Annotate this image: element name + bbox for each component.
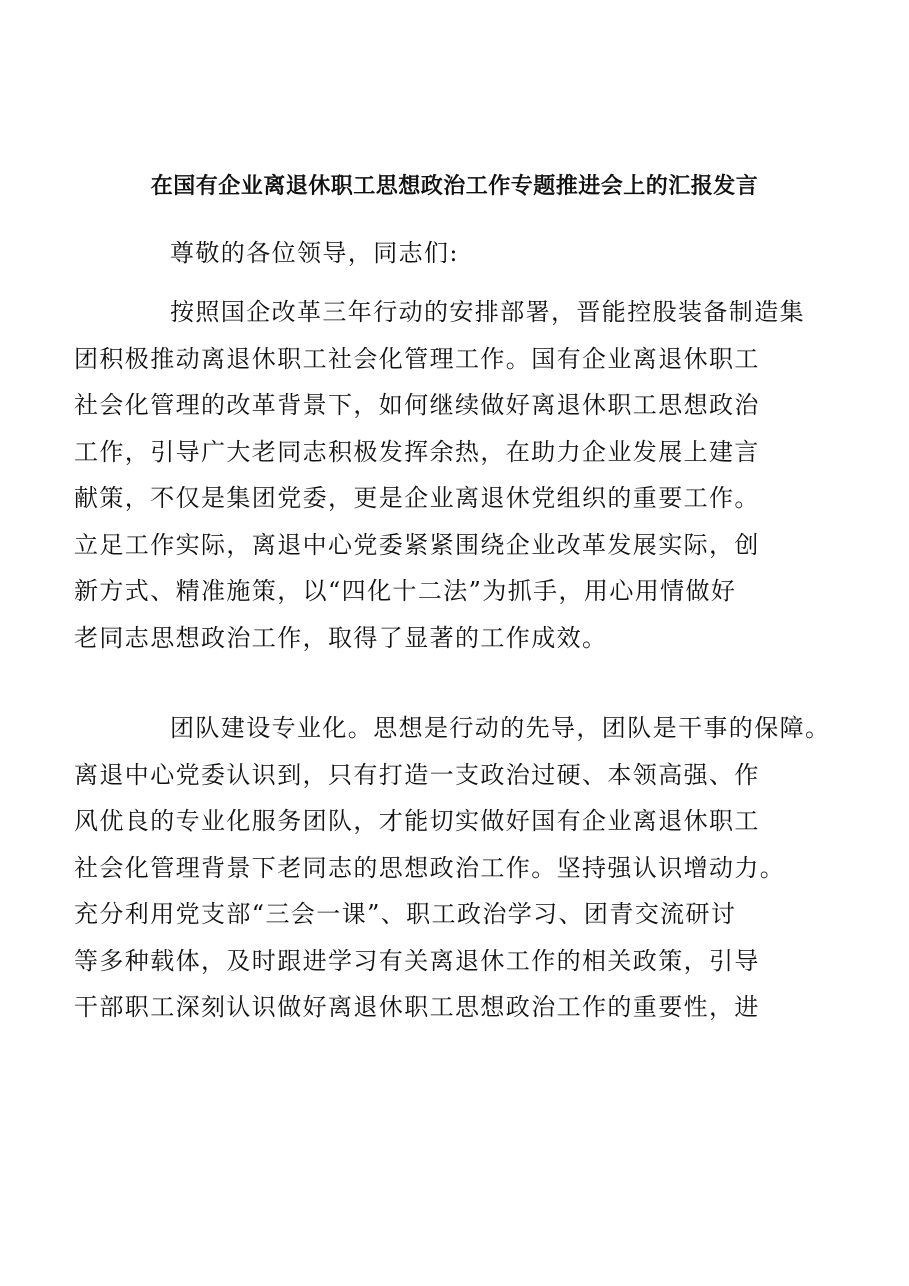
greeting-line: 尊敬的各位领导，同志们: (170, 239, 459, 267)
paragraph-1-line-4: 工作，引导广大老同志积极发挥余热，在助力企业发展上建言 (74, 437, 760, 466)
paragraph-1-line-2: 团积极推动离退休职工社会化管理工作。国有企业离退休职工 (74, 344, 760, 373)
paragraph-2-line-7: 干部职工深刻认识做好离退休职工思想政治工作的重要性，进 (74, 993, 760, 1021)
paragraph-1-line-3: 社会化管理的改革背景下，如何继续做好离退休职工思想政治 (74, 391, 760, 419)
document-title: 在国有企业离退休职工思想政治工作专题推进会上的汇报发言 (150, 173, 759, 199)
paragraph-2-line-3: 风优良的专业化服务团队，才能切实做好国有企业离退休职工 (74, 807, 760, 835)
paragraph-2-line-2: 离退中心党委认识到，只有打造一支政治过硬、本领高强、作 (74, 760, 760, 789)
paragraph-2-line-4: 社会化管理背景下老同志的思想政治工作。坚持强认识增动力。 (74, 853, 786, 882)
paragraph-1-line-6: 立足工作实际，离退中心党委紧紧围绕企业改革发展实际，创 (74, 530, 760, 559)
paragraph-1-line-7: 新方式、精准施策，以“四化十二法”为抓手，用心用情做好 (74, 577, 737, 605)
paragraph-2 (74, 705, 831, 1031)
paragraph-1-line-8: 老同志思想政治工作，取得了显著的工作成效。 (74, 623, 608, 652)
paragraph-2-line-6: 等多种载体，及时跟进学习有关离退休工作的相关政策，引导 (74, 946, 760, 975)
paragraph-1-line-1: 按照国企改革三年行动的安排部署，晋能控股装备制造集 (170, 298, 805, 326)
paragraph-2-line-5: 充分利用党支部“三会一课”、职工政治学习、团青交流研讨 (74, 900, 737, 928)
paragraph-1-line-5: 献策，不仅是集团党委，更是企业离退休党组织的重要工作。 (74, 484, 760, 512)
paragraph-1 (74, 289, 805, 661)
paragraph-2-line-1: 团队建设专业化。思想是行动的先导，团队是干事的保障。 (170, 714, 831, 742)
